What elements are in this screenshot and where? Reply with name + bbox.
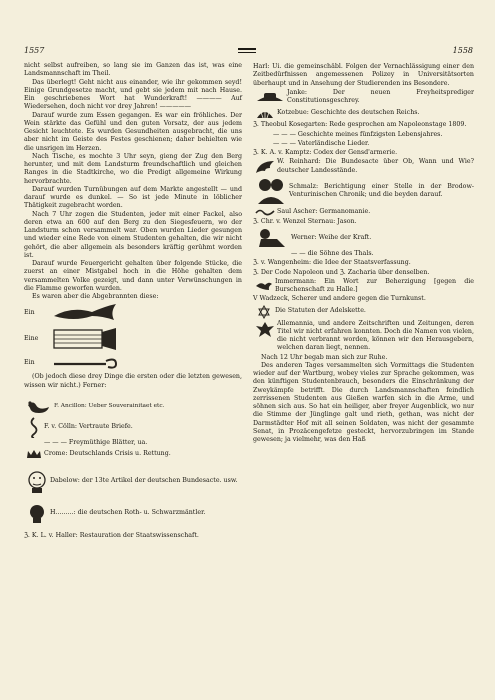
burned-item	[253, 278, 474, 295]
figure-label: Ein	[24, 309, 35, 317]
paragraph: (Ob jedoch diese drey Dinge die ersten oder die letzten gewesen, wissen wir nicht.) Ferner:	[24, 373, 242, 389]
corset-icon	[50, 326, 120, 352]
right-column	[253, 62, 474, 444]
goose-icon	[24, 397, 54, 415]
figure-row	[24, 301, 242, 325]
crown-icon	[24, 448, 44, 460]
header-rule	[238, 48, 256, 50]
paragraph: Darauf wurde Feuergericht gehalten über folgende Stücke, die zuerst an einer Mistgabel hoch in die Höhe gehalten dem versammelten Volke gezeigt, und dann unter Verwünschungen in die Flamme geworfen wurden.	[24, 260, 242, 292]
item-text: F. v. Cölln: Vertraute Briefe.	[44, 422, 133, 430]
item-text: — — — Geschichte meines fünfzigsten Lebensjahres.	[273, 130, 443, 138]
shell-icon	[253, 106, 277, 120]
page-number-right: 1558	[452, 46, 473, 55]
burned-item	[253, 269, 474, 277]
head-icon	[24, 502, 50, 524]
burned-item	[253, 131, 474, 139]
item-text: ℨ. Theobul Kosegarten: Rede gesprochen am Napoleonstage 1809.	[253, 121, 467, 129]
burned-item	[253, 250, 474, 258]
item-text: W. Reinhard: Die Bundesacte über Ob, Wann und Wie? deutscher Landesstände.	[277, 158, 474, 174]
burned-item	[253, 295, 474, 303]
twins-icon	[253, 176, 289, 206]
wave-icon	[253, 207, 277, 217]
eagle-icon	[253, 320, 277, 338]
item-text: Immermann: Ein Wort zur Beherzigung [gegen die Burschenschaft zu Halle.]	[275, 277, 474, 293]
hat-icon	[253, 90, 287, 104]
burned-item	[253, 89, 474, 106]
burned-item	[24, 532, 242, 540]
burned-item	[24, 448, 242, 460]
paragraph: Nach Tische, es mochte 3 Uhr seyn, gieng der Zug den Berg herunter, und mit dem Landsturm freundschaftlich und gleichen Ranges in die Stadtkirche, wo die Predigt allgemeine Wirkung hervorbrachte.	[24, 152, 242, 185]
item-text: Dabelow: der 13te Artikel der deutschen Bundesacte. usw.	[50, 476, 238, 484]
wing-icon	[253, 159, 277, 175]
paragraph: Das überlegt! Geht nicht aus einander, wie ihr gekommen seyd! Einige Grundgesetze macht, und gebt sie jedem mit nach Hause. Ein geschriebenes Wort hat Wunderkraft! ———— Auf Wiedersehen, doch nicht vor drey Jahren! —————	[24, 78, 242, 111]
cane-icon	[50, 355, 120, 371]
burned-item	[253, 259, 474, 267]
item-text: Allemannia, und andere Zeitschriften und Zeitungen, deren Titel wir nicht erfahren konnten. Doch die Namen von vielen, die nicht verbrannt worden, können wir den Herausgebern, welchen daran liegt, nennen.	[277, 319, 474, 352]
fish-tail-icon	[50, 302, 120, 324]
paragraph: Des anderen Tages versammelten sich Vormittags die Studenten wieder auf der Wartburg, wobey vieles zur Sprache gekommen, was den künftigen Studentenbrauch, besonders die Einschränkung der Zweykämpfe betrifft. Die durch Landsmannschaften feindlich zerrissenen Studenten aus Gießen warfen sich in die Arme, und söhnen sich aus. So hat ein heiliger, aber freyer Augenblick, wo nur die Stimme der Jünglinge galt und rieth, gethan, was nicht der Darmstädter Hof mit all seinen Soldaten, was nicht der gesammte Senat, in Prozäcengefetze gesteckt, hervorzubringen im Stande gewesen; ja vielmehr, was den Haß	[253, 361, 474, 443]
item-text: ℨ. Chr. v. Wenzel Sternau: Jason.	[253, 217, 357, 225]
burned-item	[253, 227, 474, 249]
item-text: V Wadzeck, Scherer und andere gegen die Turnkunst.	[253, 295, 426, 303]
burned-item	[253, 305, 474, 319]
figure-row	[24, 325, 242, 353]
item-text: Harl: Ui. die gemeinschäbl. Folgen der Vernachlässigung einer den Zeitbedürfnissen angemessenen Polizey in Universitätsorten überhaupt und in Ansehung der Studierenden ins Besondere.	[253, 63, 474, 87]
burned-item	[253, 207, 474, 217]
paragraph: Darauf wurden Turnübungen auf dem Markte angestellt — und darauf wurde es dunkel. — So ist jede Minute in löblicher Thätigkeit zugebracht worden.	[24, 185, 242, 210]
paragraph: Nach 7 Uhr zogen die Studenten, jeder mit einer Fackel, also deren etwa an 600 auf den Berg zu den Siegesfeuern, wo der Landsturm schon versammelt war. Oben wurden Lieder gesungen und wieder eine Rede von einem Studenten gehalten, die wir nicht gehört, die aber allgemein als besonders kräftig gerühmt worden ist.	[24, 210, 242, 259]
kneel-icon	[253, 227, 291, 249]
paragraph: nicht selbst aufreiben, so lang sie im Ganzen das ist, was eine Landsmannschaft im Theil.	[24, 62, 242, 78]
star-icon	[253, 305, 275, 319]
burned-item	[253, 106, 474, 120]
item-text: Janke: Der neuen Freyheitsprediger Constitutionsgeschrey.	[287, 88, 474, 104]
item-text: Kotzebue: Geschichte des deutschen Reichs.	[277, 109, 420, 117]
page-number-left: 1557	[24, 46, 45, 55]
burned-item	[24, 416, 242, 438]
item-text: Crome: Deutschlands Crisis u. Rettung.	[44, 449, 171, 457]
pigtail-icon	[24, 416, 44, 438]
item-text: ℨ. K. A. v. Kamptz: Codex der Gensd'armerie.	[253, 149, 398, 156]
face-icon	[24, 468, 50, 494]
figure-row	[24, 353, 242, 373]
item-text: — — — Freymüthige Blätter, ua.	[44, 438, 148, 446]
burned-item	[253, 158, 474, 175]
burned-item	[253, 140, 474, 148]
item-text: — — — Vaterländische Lieder.	[273, 139, 370, 147]
burned-item	[253, 149, 474, 157]
burned-item	[253, 121, 474, 129]
burned-item	[24, 439, 242, 447]
paragraph: Es waren aber die Abgebrannten diese:	[32, 293, 159, 300]
left-column	[24, 62, 242, 541]
burned-item	[253, 63, 474, 88]
bird-icon	[253, 280, 275, 292]
item-text: Saul Ascher: Germanomanie.	[277, 207, 371, 215]
burned-item	[24, 468, 242, 494]
paragraph: Darauf wurde zum Essen gegangen. Es war ein fröhliches. Der Wein stärkte das Gefühl und den guten Vorsatz, der aus jedem Gesicht leuchtete. Es wurden Gesundheiten ausgebracht, die uns aber nicht im Geiste des Festes geschienen; daher behielten wie die unsrigen im Herzen.	[24, 111, 242, 152]
burned-item	[253, 320, 474, 353]
burned-item	[24, 502, 242, 524]
item-text: Werner: Weihe der Kraft.	[291, 233, 372, 241]
item-text: — — die Söhne des Thals.	[291, 250, 374, 257]
burned-item	[24, 397, 242, 415]
item-text: ℨ. v. Wangenheim: die Idee der Staatsverfassung.	[253, 259, 411, 267]
item-text: Die Statuten der Adelskette.	[275, 307, 366, 315]
item-text: ℨ. Der Code Napoleon und ℨ. Zacharia über denselben.	[253, 268, 430, 276]
item-text: Schmalz: Berichtigung einer Stelle in der Brodow-Venturinischen Chronik; und die beyden darauf.	[289, 182, 474, 198]
burned-item	[253, 176, 474, 206]
item-text: H.........: die deutschen Roth- u. Schwarzmäntler.	[50, 508, 206, 516]
figure-label: Ein	[24, 359, 35, 367]
item-text: F. Ancillon: Ueber Souverainitaet etc.	[54, 402, 165, 409]
burned-item	[253, 218, 474, 226]
header-rule-thin	[238, 52, 256, 53]
figure-label: Eine	[24, 335, 39, 343]
paragraph: Nach 12 Uhr begab man sich zur Ruhe.	[261, 353, 388, 361]
item-text: ℨ. K. L. v. Haller: Restauration der Staatswissenschaft.	[24, 532, 199, 539]
